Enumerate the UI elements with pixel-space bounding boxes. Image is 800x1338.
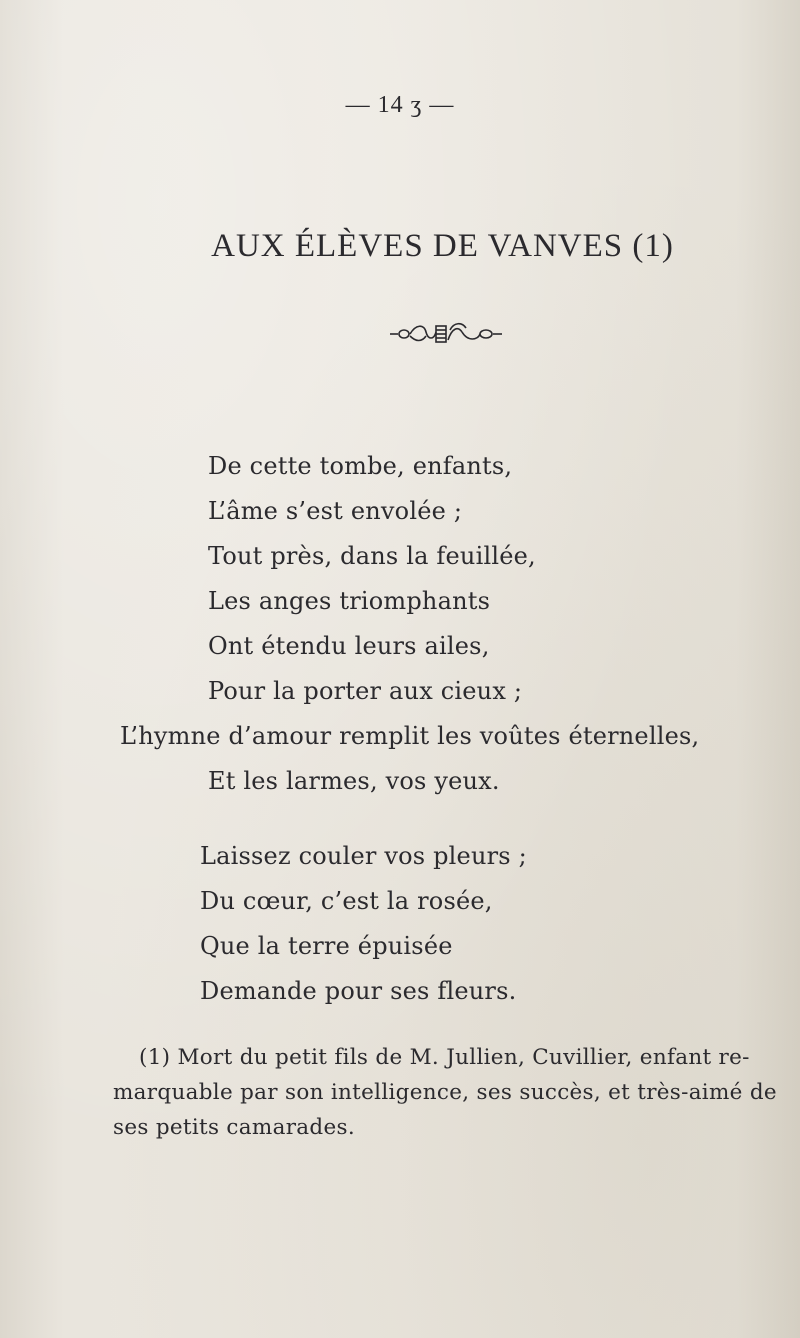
footnote-line: marquable par son intelligence, ses succès, et très-aimé de — [113, 1080, 777, 1105]
footnote — [113, 1040, 777, 1145]
poem-line: Et les larmes, vos yeux. — [208, 767, 500, 795]
poem-title: AUX ÉLÈVES DE VANVES (1) — [211, 228, 674, 264]
poem-line: L’âme s’est envolée ; — [208, 497, 463, 525]
footnote-line: (1) Mort du petit fils de M. Jullien, Cuvillier, enfant re- — [139, 1045, 750, 1070]
poem-line: L’hymne d’amour remplit les voûtes éternelles, — [120, 722, 700, 750]
page-number: — 14 ʒ — — [345, 92, 455, 118]
poem-line: Les anges triomphants — [208, 587, 491, 615]
poem-line: Du cœur, c’est la rosée, — [200, 887, 493, 915]
footnote-line: ses petits camarades. — [113, 1115, 355, 1140]
poem-line: De cette tombe, enfants, — [208, 452, 513, 480]
flourish-ornament-icon — [388, 318, 516, 348]
poem-line: Demande pour ses fleurs. — [200, 977, 517, 1005]
poem-line: Tout près, dans la feuillée, — [208, 542, 536, 570]
poem-line: Laissez couler vos pleurs ; — [200, 842, 527, 870]
poem-line: Ont étendu leurs ailes, — [208, 632, 490, 660]
poem-line: Que la terre épuisée — [200, 932, 453, 960]
poem-line: Pour la porter aux cieux ; — [208, 677, 523, 705]
